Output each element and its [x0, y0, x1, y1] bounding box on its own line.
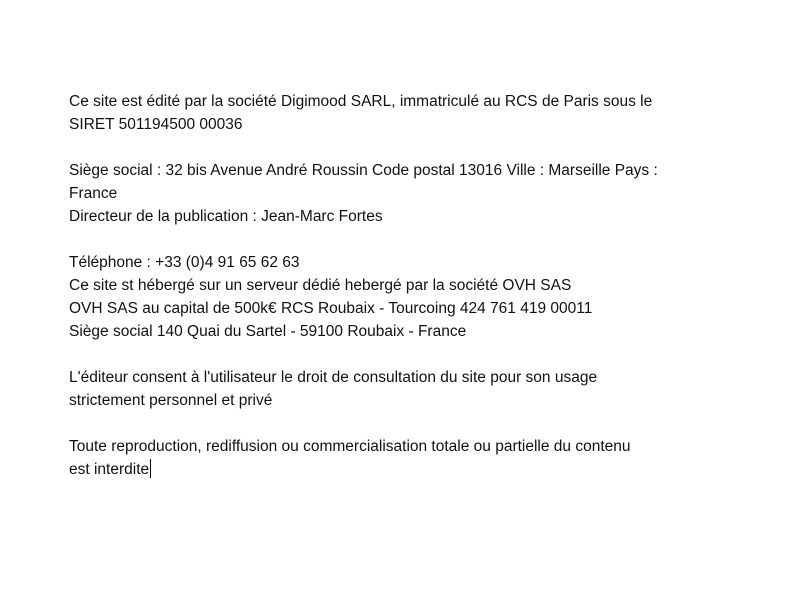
paragraph-usage-rights [69, 366, 769, 412]
text-line-content: est interdite [69, 461, 150, 478]
paragraph-reproduction [69, 435, 769, 481]
text-line: Toute reproduction, rediffusion ou commercialisation totale ou partielle du contenu [69, 438, 631, 455]
text-line: Téléphone : +33 (0)4 91 65 62 63 [69, 254, 300, 271]
text-line: Ce site st hébergé sur un serveur dédié hebergé par la société OVH SAS [69, 277, 572, 294]
text-line: SIRET 501194500 00036 [69, 116, 243, 133]
text-line: Siège social : 32 bis Avenue André Roussin Code postal 13016 Ville : Marseille Pays : [69, 162, 658, 179]
paragraph-hosting [69, 251, 769, 343]
text-cursor [150, 459, 151, 478]
text-line: Directeur de la publication : Jean-Marc Fortes [69, 208, 383, 225]
text-line: strictement personnel et privé [69, 392, 273, 409]
document-text-area[interactable] [69, 90, 769, 504]
text-line-last [69, 458, 769, 481]
paragraph-publisher [69, 90, 769, 136]
text-line: France [69, 185, 118, 202]
text-line: Siège social 140 Quai du Sartel - 59100 Roubaix - France [69, 323, 467, 340]
text-line: L'éditeur consent à l'utilisateur le droit de consultation du site pour son usage [69, 369, 598, 386]
text-line: Ce site est édité par la société Digimood SARL, immatriculé au RCS de Paris sous le [69, 93, 653, 110]
text-line: OVH SAS au capital de 500k€ RCS Roubaix - Tourcoing 424 761 419 00011 [69, 300, 593, 317]
paragraph-head-office [69, 159, 769, 228]
